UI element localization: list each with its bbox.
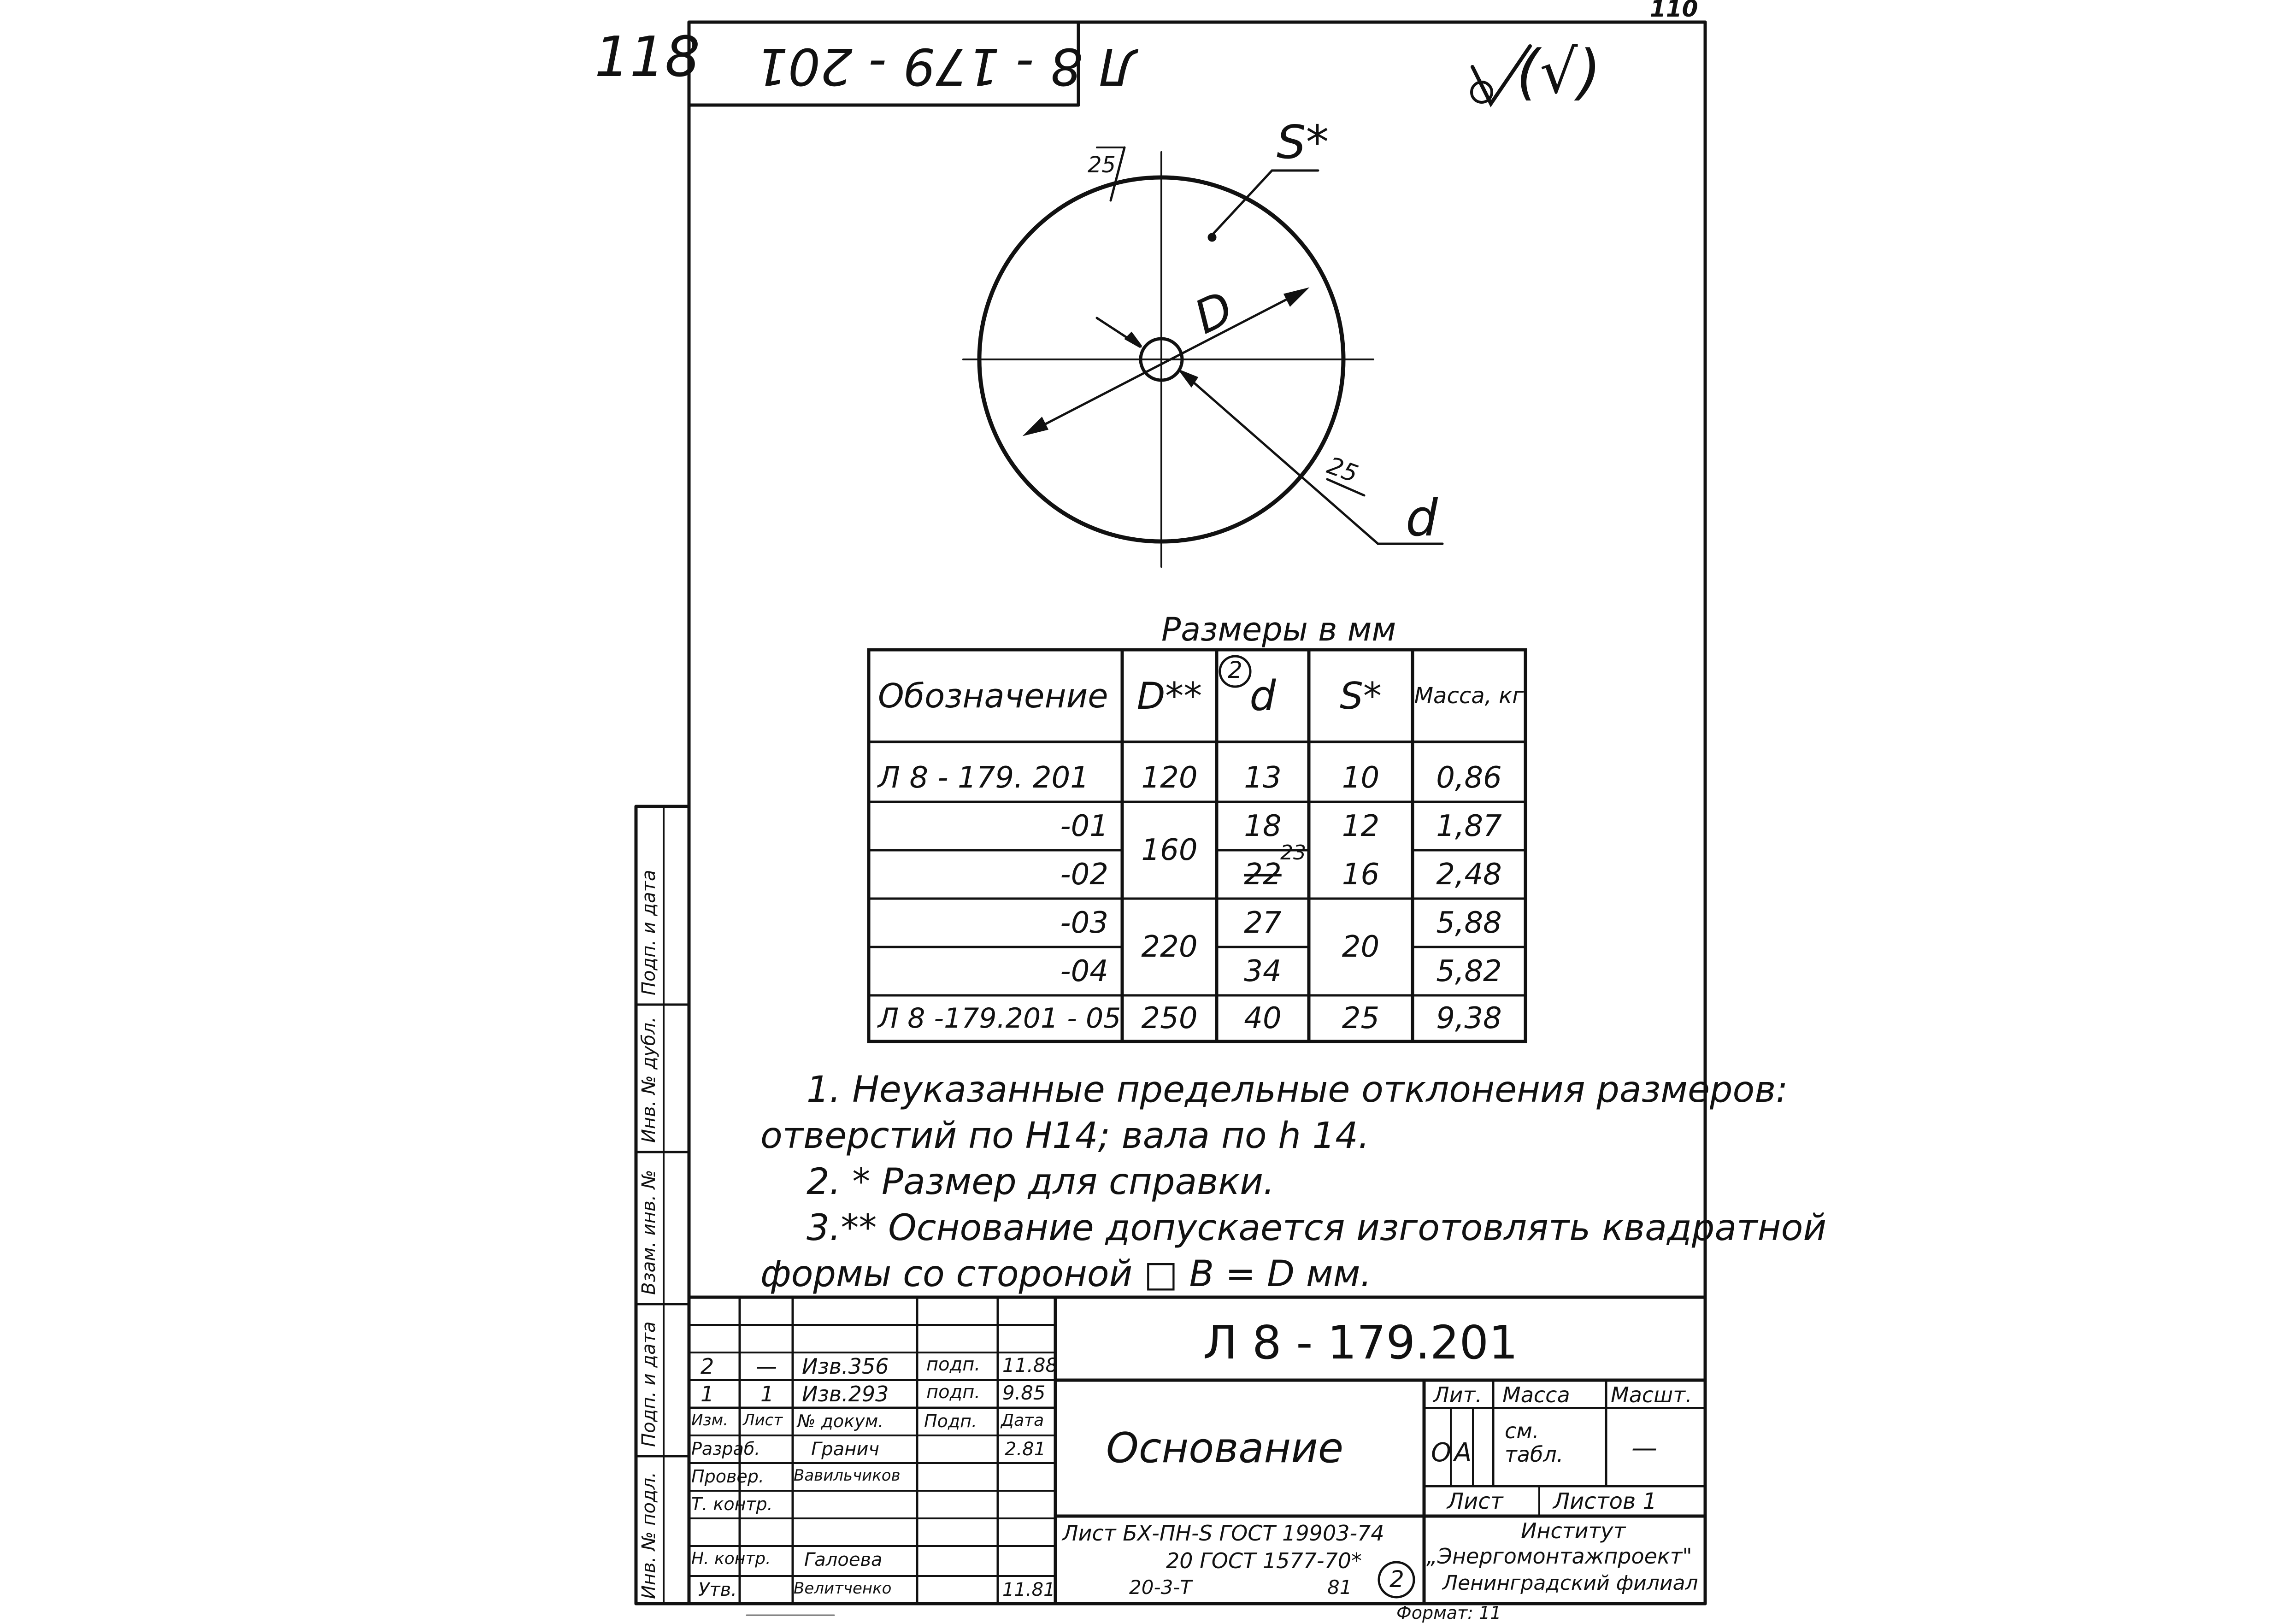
table-row-d: 40 bbox=[1244, 1001, 1282, 1035]
designation-box-upside-down: Л 8 - 179 - 201 bbox=[756, 37, 1137, 96]
table-row-mass: 1,87 bbox=[1436, 809, 1502, 843]
page-number-right: 110 bbox=[1650, 0, 1698, 22]
rev-header-list: Лист bbox=[743, 1411, 783, 1429]
org-line-3: Ленинградский филиал bbox=[1442, 1571, 1698, 1595]
note-line-4: 3.** Основание допускается изготовлять квадратной bbox=[807, 1207, 1827, 1249]
rev-date: 9.85 bbox=[1002, 1382, 1046, 1404]
label-chamfer-bottom: 25 bbox=[1323, 452, 1362, 488]
role-name: Галоева bbox=[804, 1549, 883, 1570]
role-label: Провер. bbox=[691, 1466, 764, 1487]
material-line-3: 20-3-Т bbox=[1129, 1576, 1192, 1599]
rev-header-date: Дата bbox=[1001, 1411, 1044, 1430]
table-row-D: 160 bbox=[1141, 833, 1198, 867]
table-row-D: 250 bbox=[1141, 1001, 1198, 1035]
table-row-d: 18 bbox=[1244, 809, 1282, 843]
table-row-mass: 5,88 bbox=[1436, 906, 1502, 940]
org-line-2: „Энергомонтажпроект" bbox=[1426, 1544, 1692, 1569]
label-D: D bbox=[1186, 281, 1242, 345]
rev-sign: подп. bbox=[926, 1382, 981, 1403]
side-stamp-5: Инв. № подл. bbox=[638, 1472, 659, 1599]
role-label: Т. контр. bbox=[691, 1494, 773, 1514]
table-row-mass: 2,48 bbox=[1436, 857, 1502, 892]
format-label: Формат: 11 bbox=[1396, 1603, 1501, 1623]
side-stamp-1: Подп. и дата bbox=[638, 870, 659, 995]
title-name: Основание bbox=[1106, 1424, 1344, 1472]
role-date: 2.81 bbox=[1005, 1439, 1046, 1460]
rev-date: 11.88 bbox=[1002, 1354, 1058, 1376]
note-line-5: формы со стороной □ В = D мм. bbox=[760, 1253, 1372, 1295]
org-line-1: Институт bbox=[1521, 1518, 1626, 1543]
role-name: Велитченко bbox=[794, 1579, 892, 1598]
mass-label: Масса bbox=[1502, 1382, 1570, 1407]
label-chamfer-top: 25 bbox=[1088, 152, 1116, 178]
table-row-designation: -01 bbox=[1060, 809, 1108, 843]
lit-value-a: А bbox=[1454, 1438, 1472, 1468]
table-row-designation: -02 bbox=[1060, 857, 1108, 892]
rev-header-izm: Изм. bbox=[691, 1411, 728, 1429]
rev-doc: Изв.293 bbox=[802, 1382, 889, 1406]
rev-header-doc: № докум. bbox=[797, 1411, 884, 1431]
table-row-mass: 9,38 bbox=[1436, 1001, 1502, 1035]
note-line-3: 2. * Размер для справки. bbox=[807, 1161, 1275, 1203]
scale-value: — bbox=[1631, 1433, 1657, 1463]
role-label: Разраб. bbox=[691, 1439, 760, 1459]
rev-izm: 2 bbox=[701, 1354, 714, 1379]
rev-doc: Изв.356 bbox=[802, 1354, 889, 1379]
scale-label: Масшт. bbox=[1611, 1382, 1692, 1407]
lit-value-o: О bbox=[1431, 1438, 1452, 1468]
table-row-d-correction: 23 bbox=[1280, 841, 1306, 864]
table-caption: Размеры в мм bbox=[1161, 611, 1396, 648]
table-row-d: 34 bbox=[1244, 954, 1282, 988]
table-row-designation: Л 8 - 179. 201 bbox=[878, 760, 1089, 795]
page-number-left: 118 bbox=[595, 25, 701, 89]
table-header-S: S* bbox=[1340, 674, 1382, 717]
rev-list: — bbox=[756, 1354, 777, 1379]
table-row-designation: -04 bbox=[1060, 954, 1108, 988]
table-row-D: 220 bbox=[1141, 930, 1198, 964]
table-row-S: 12 bbox=[1342, 809, 1380, 843]
sheets-label: Листов 1 bbox=[1553, 1488, 1657, 1514]
table-header-d: d bbox=[1249, 671, 1276, 720]
table-revision-mark: 2 bbox=[1228, 657, 1242, 683]
rev-izm: 1 bbox=[701, 1382, 714, 1406]
table-row-mass: 0,86 bbox=[1436, 760, 1502, 795]
sheet-label: Лист bbox=[1447, 1488, 1503, 1514]
table-row-d: 13 bbox=[1244, 760, 1282, 795]
side-stamp-2: Инв. № дубл. bbox=[638, 1017, 659, 1143]
role-label: Утв. bbox=[698, 1579, 737, 1600]
material-line-1: Лист БХ-ПН-S ГОСТ 19903-74 bbox=[1062, 1521, 1384, 1546]
material-line-3b: 81 bbox=[1327, 1576, 1352, 1599]
table-row-d-struck: 22 bbox=[1244, 857, 1282, 892]
rev-list: 1 bbox=[760, 1382, 774, 1406]
label-s-star: S* bbox=[1277, 115, 1329, 169]
table-header-D: D** bbox=[1136, 674, 1202, 717]
table-row-mass: 5,82 bbox=[1436, 954, 1502, 988]
label-d: d bbox=[1406, 488, 1438, 547]
table-header-designation: Обозначение bbox=[878, 676, 1108, 715]
role-name: Гранич bbox=[811, 1439, 879, 1460]
table-row-S: 25 bbox=[1342, 1001, 1380, 1035]
table-header-mass: Масса, кг bbox=[1414, 682, 1524, 709]
lit-label: Лит. bbox=[1433, 1382, 1482, 1407]
table-row-D: 120 bbox=[1141, 760, 1198, 795]
role-name: Вавильчиков bbox=[794, 1466, 901, 1485]
note-line-2: отверстий по Н14; вала по h 14. bbox=[760, 1115, 1370, 1157]
rev-sign: подп. bbox=[926, 1354, 981, 1375]
table-row-designation: -03 bbox=[1060, 906, 1108, 940]
table-row-designation: Л 8 -179.201 - 05 bbox=[878, 1002, 1121, 1035]
mass-value: см. табл. bbox=[1505, 1418, 1564, 1467]
material-line-2: 20 ГОСТ 1577-70* bbox=[1166, 1548, 1362, 1573]
roughness-symbol-text: (√) bbox=[1516, 37, 1601, 107]
table-row-S: 10 bbox=[1342, 760, 1380, 795]
note-line-1: 1. Неуказанные предельные отклонения размеров: bbox=[807, 1069, 1788, 1111]
role-label: Н. контр. bbox=[691, 1549, 771, 1568]
table-row-S: 20 bbox=[1342, 930, 1380, 964]
rev-header-sign: Подп. bbox=[924, 1411, 977, 1431]
title-designation: Л 8 - 179.201 bbox=[1203, 1316, 1518, 1370]
side-stamp-3: Взам. инв. № bbox=[638, 1170, 659, 1295]
material-revision-mark: 2 bbox=[1389, 1566, 1404, 1593]
table-row-d: 27 bbox=[1244, 906, 1282, 940]
side-stamp-4: Подп. и дата bbox=[638, 1321, 659, 1447]
table-row-S: 16 bbox=[1342, 857, 1380, 892]
role-date: 11.81 bbox=[1002, 1579, 1055, 1600]
